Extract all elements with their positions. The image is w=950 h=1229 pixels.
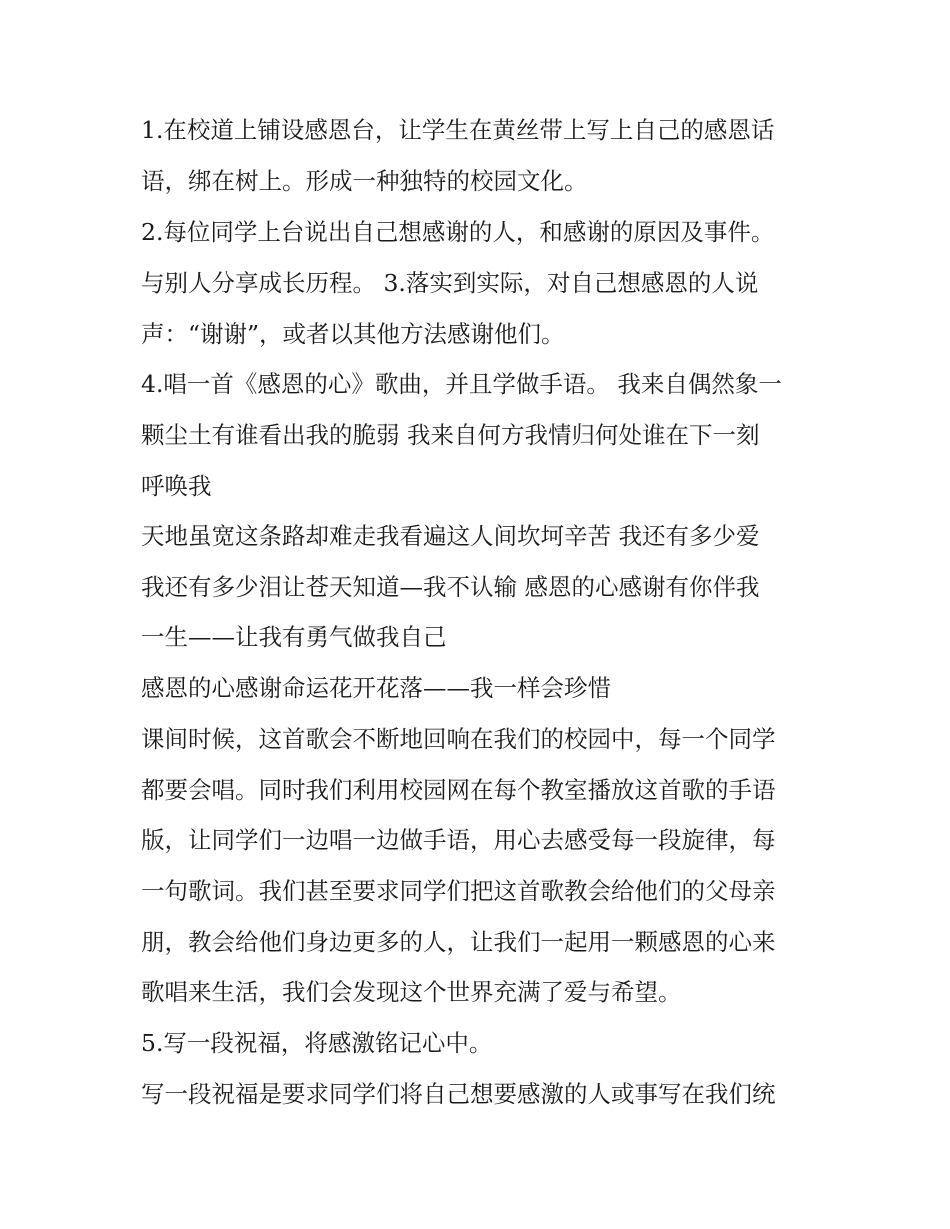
text-line-4: 与别人分享成长历程。 3.落实到实际，对自己想感恩的人说 (141, 269, 759, 297)
text-line-2: 语，绑在树上。形成一种独特的校园文化。 (141, 167, 588, 195)
text-line-19: 5.写一段祝福，将感激铭记心中。 (141, 1029, 493, 1057)
text-line-3: 2.每位同学上台说出自己想感谢的人，和感谢的原因及事件。 (141, 218, 775, 246)
text-line-13: 课间时候，这首歌会不断地回响在我们的校园中，每一个同学 (141, 725, 776, 753)
text-line-5: 声：“谢谢”，或者以其他方法感谢他们。 (141, 320, 565, 348)
text-line-11: 一生——让我有勇气做我自己 (141, 623, 447, 651)
text-line-16: 一句歌词。我们甚至要求同学们把这首歌教会给他们的父母亲 (141, 877, 776, 905)
text-line-15: 版，让同学们一边唱一边做手语，用心去感受每一段旋律，每 (141, 826, 776, 854)
text-line-6: 4.唱一首《感恩的心》歌曲，并且学做手语。 我来自偶然象一 (141, 370, 782, 398)
text-line-18: 歌唱来生活，我们会发现这个世界充满了爱与希望。 (141, 978, 682, 1006)
text-line-9: 天地虽宽这条路却难走我看遍这人间坎坷辛苦 我还有多少爱 (141, 522, 760, 550)
text-line-8: 呼唤我 (141, 472, 212, 500)
text-line-1: 1.在校道上铺设感恩台，让学生在黄丝带上写上自己的感恩话 (141, 116, 775, 144)
text-line-12: 感恩的心感谢命运花开花落——我一样会珍惜 (141, 674, 611, 702)
text-line-10: 我还有多少泪让苍天知道—我不认输 感恩的心感谢有你伴我 (141, 573, 760, 601)
text-line-14: 都要会唱。同时我们利用校园网在每个教室播放这首歌的手语 (141, 776, 776, 804)
text-line-17: 朋，教会给他们身边更多的人，让我们一起用一颗感恩的心来 (141, 928, 776, 956)
text-line-20: 写一段祝福是要求同学们将自己想要感激的人或事写在我们统 (141, 1080, 776, 1108)
text-line-7: 颗尘土有谁看出我的脆弱 我来自何方我情归何处谁在下一刻 (141, 421, 760, 449)
